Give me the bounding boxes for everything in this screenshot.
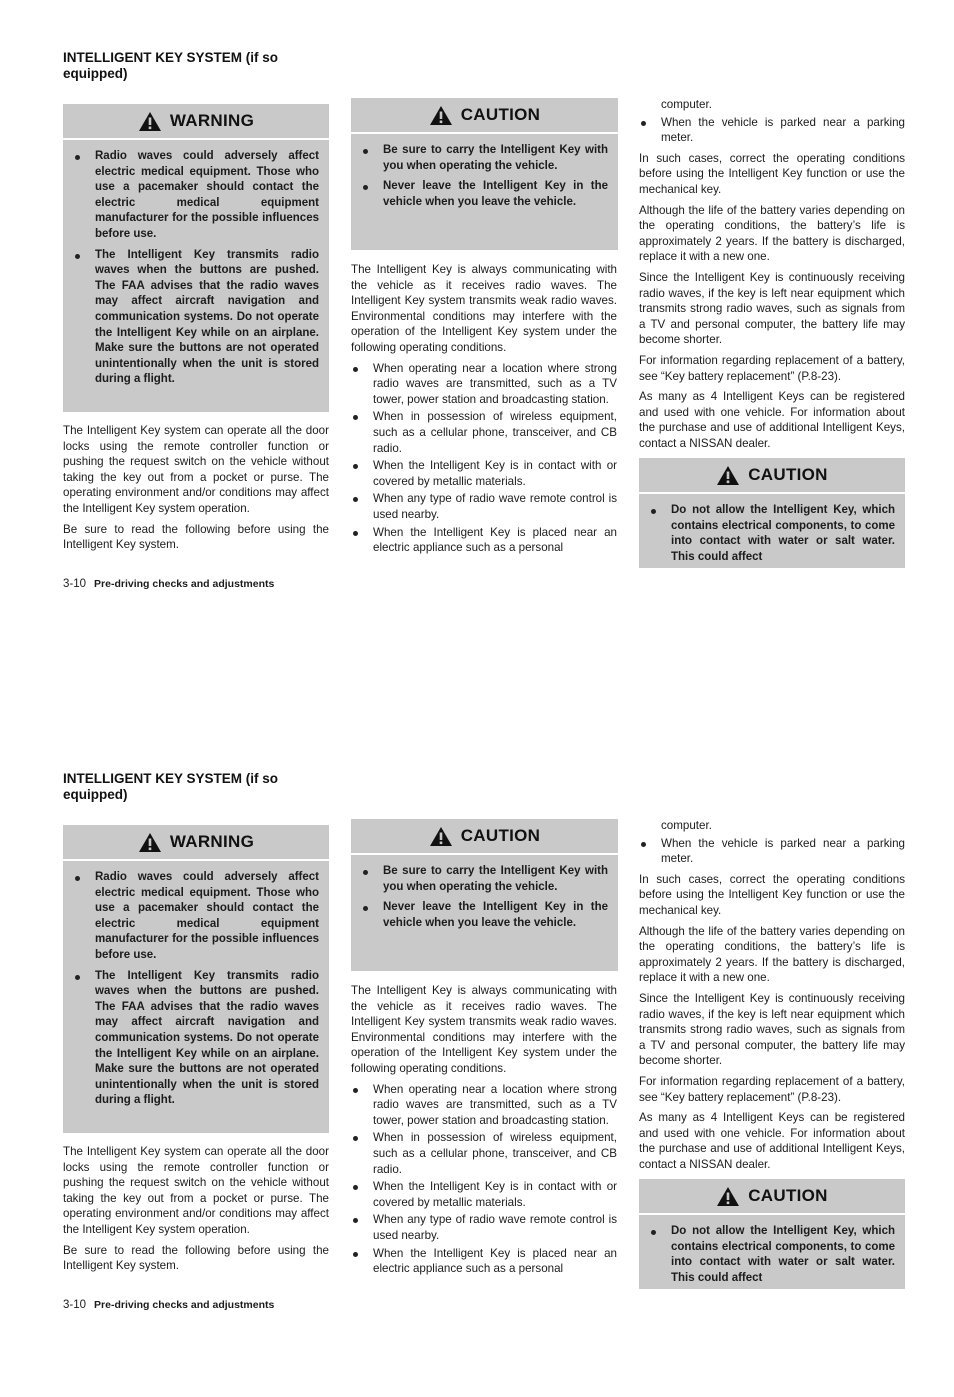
section-title: INTELLIGENT KEY SYSTEM (if so equipped): [63, 771, 279, 802]
page-bottom: [0, 721, 954, 1397]
body-paragraph: Be sure to read the following before using the Intelligent Key system.: [63, 522, 329, 552]
caution-electrical-list: [649, 503, 895, 565]
warning-header: [63, 104, 329, 140]
list-item: When operating near a location where strong radio waves are transmitted, such as a TV tower, power station and broadcasting station.: [351, 361, 617, 408]
caution-electrical-list: [649, 1224, 895, 1286]
list-item: When the vehicle is parked near a parking meter.: [639, 836, 905, 867]
caution-item: Be sure to carry the Intelligent Key with you when operating the vehicle.: [361, 143, 608, 174]
caution-electrical-header: [639, 1179, 905, 1215]
body-paragraph: The Intelligent Key system can operate all the door locks using the remote controller function or pushing the request switch on the vehicle without taking the key out from a pocket or purse. The operating environment and/or conditions may affect the Intelligent Key system operation.: [63, 1145, 329, 1236]
warning-list: [73, 870, 319, 1109]
caution-electrical-header: [639, 458, 905, 494]
footer-section-name: Pre-driving checks and adjustments: [94, 1299, 275, 1311]
column-3: [639, 97, 905, 456]
body-paragraph: The Intelligent Key is always communicating with the vehicle as it receives radio waves. The Intelligent Key system transmits weak radio waves. Environmental conditions may interfere with the operation of the Intelligent Key system under the following operating conditions.: [351, 263, 617, 354]
warning-triangle-icon: [138, 111, 162, 132]
warning-title: WARNING: [169, 111, 255, 130]
footer-section-name: Pre-driving checks and adjustments: [94, 578, 275, 590]
warning-title: WARNING: [169, 832, 255, 851]
list-item: When the Intelligent Key is in contact with or covered by metallic materials.: [351, 458, 617, 489]
caution-list: [361, 864, 608, 931]
body-paragraph: The Intelligent Key is always communicating with the vehicle as it receives radio waves. The Intelligent Key system transmits weak radio waves. Environmental conditions may interfere with the operation of the Intelligent Key system under the following operating conditions.: [351, 984, 617, 1075]
caution-box: [351, 98, 618, 250]
caution-item: Never leave the Intelligent Key in the vehicle when you leave the vehicle.: [361, 900, 608, 931]
caution-list: [361, 143, 608, 210]
list-item: When operating near a location where strong radio waves are transmitted, such as a TV tower, power station and broadcasting station.: [351, 1082, 617, 1129]
body-paragraph: Be sure to read the following before using the Intelligent Key system.: [63, 1243, 329, 1273]
list-item: When in possession of wireless equipment, such as a cellular phone, transceiver, and CB radio.: [351, 1130, 617, 1177]
continued-text: computer.: [661, 98, 712, 111]
caution-title: CAUTION: [460, 826, 541, 845]
caution-electrical-title: CAUTION: [748, 465, 828, 484]
list-item: When the Intelligent Key is placed near an electric appliance such as a personal: [351, 525, 617, 556]
body-paragraph: The Intelligent Key system can operate all the door locks using the remote controller function or pushing the request switch on the vehicle without taking the key out from a pocket or purse. The operating environment and/or conditions may affect the Intelligent Key system operation.: [63, 424, 329, 515]
body-paragraph: In such cases, correct the operating conditions before using the Intelligent Key function or use the mechanical key.: [639, 151, 905, 196]
body-paragraph: For information regarding replacement of a battery, see “Key battery replacement” (P.8-23).: [639, 1074, 905, 1104]
warning-item: Radio waves could adversely affect electric medical equipment. Those who use a pacemaker should contact the electric medical equipment manufacturer for the possible influences before use.: [73, 870, 319, 964]
caution-header: [351, 819, 618, 855]
body-paragraph: For information regarding replacement of a battery, see “Key battery replacement” (P.8-23).: [639, 353, 905, 383]
body-paragraph: Since the Intelligent Key is continuously receiving radio waves, if the key is left near equipment which transmits strong radio waves, such as signals from a TV and personal computer, the battery life may become shorter.: [639, 270, 905, 347]
list-item: When the vehicle is parked near a parking meter.: [639, 115, 905, 146]
column-2: [351, 983, 617, 1282]
section-title: INTELLIGENT KEY SYSTEM (if so equipped): [63, 50, 279, 81]
warning-header: [63, 825, 329, 861]
body-paragraph: As many as 4 Intelligent Keys can be registered and used with one vehicle. For information about the purchase and use of additional Intelligent Keys, contact a NISSAN dealer.: [639, 390, 905, 450]
page-top: [0, 0, 954, 676]
caution-item: Never leave the Intelligent Key in the vehicle when you leave the vehicle.: [361, 179, 608, 210]
continued-text: computer.: [661, 819, 712, 832]
warning-box: [63, 825, 329, 1133]
caution-title: CAUTION: [460, 105, 541, 124]
page-footer: [63, 576, 274, 592]
list-item: When in possession of wireless equipment, such as a cellular phone, transceiver, and CB radio.: [351, 409, 617, 456]
body-paragraph: Although the life of the battery varies depending on the operating conditions, the battery’s life is approximately 2 years. If the battery is discharged, replace it with a new one.: [639, 203, 905, 264]
list-item: When the Intelligent Key is in contact with or covered by metallic materials.: [351, 1179, 617, 1210]
page-number: 3-10: [63, 578, 87, 590]
conditions-list: [351, 1082, 617, 1277]
warning-triangle-icon: [138, 832, 162, 853]
caution-box: [351, 819, 618, 971]
caution-electrical-box: [639, 1179, 905, 1289]
body-paragraph: As many as 4 Intelligent Keys can be registered and used with one vehicle. For information about the purchase and use of additional Intelligent Keys, contact a NISSAN dealer.: [639, 1111, 905, 1171]
column-1: [63, 423, 329, 558]
warning-triangle-icon: [429, 826, 453, 847]
warning-triangle-icon: [716, 1186, 740, 1207]
page-footer: [63, 1297, 274, 1313]
list-item: When the Intelligent Key is placed near an electric appliance such as a personal: [351, 1246, 617, 1277]
caution-electrical-title: CAUTION: [748, 1186, 828, 1205]
caution-electrical-item: Do not allow the Intelligent Key, which contains electrical components, to come into contact with water or salt water. This could affect: [649, 503, 895, 565]
warning-item: Radio waves could adversely affect electric medical equipment. Those who use a pacemaker should contact the electric medical equipment manufacturer for the possible influences before use.: [73, 149, 319, 243]
list-item: When any type of radio wave remote control is used nearby.: [351, 491, 617, 522]
body-paragraph: Although the life of the battery varies depending on the operating conditions, the battery’s life is approximately 2 years. If the battery is discharged, replace it with a new one.: [639, 924, 905, 985]
caution-electrical-item: Do not allow the Intelligent Key, which contains electrical components, to come into contact with water or salt water. This could affect: [649, 1224, 895, 1286]
warning-triangle-icon: [716, 465, 740, 486]
column-3: [639, 818, 905, 1177]
conditions-list-continued: [639, 115, 905, 146]
conditions-list: [351, 361, 617, 556]
column-2: [351, 262, 617, 561]
conditions-list-continued: [639, 836, 905, 867]
column-1: [63, 1144, 329, 1279]
caution-electrical-box: [639, 458, 905, 568]
caution-item: Be sure to carry the Intelligent Key with you when operating the vehicle.: [361, 864, 608, 895]
warning-triangle-icon: [429, 105, 453, 126]
warning-item: The Intelligent Key transmits radio waves when the buttons are pushed. The FAA advises that the radio waves may affect aircraft navigation and communication systems. Do not operate the Intelligent Key while on an airplane. Make sure the buttons are not operated unintentionally when the unit is stored during a flight.: [73, 248, 319, 388]
warning-box: [63, 104, 329, 412]
caution-header: [351, 98, 618, 134]
list-item: When any type of radio wave remote control is used nearby.: [351, 1212, 617, 1243]
page-number: 3-10: [63, 1299, 87, 1311]
body-paragraph: Since the Intelligent Key is continuously receiving radio waves, if the key is left near equipment which transmits strong radio waves, such as signals from a TV and personal computer, the battery life may become shorter.: [639, 991, 905, 1068]
warning-item: The Intelligent Key transmits radio waves when the buttons are pushed. The FAA advises that the radio waves may affect aircraft navigation and communication systems. Do not operate the Intelligent Key while on an airplane. Make sure the buttons are not operated unintentionally when the unit is stored during a flight.: [73, 969, 319, 1109]
warning-list: [73, 149, 319, 388]
body-paragraph: In such cases, correct the operating conditions before using the Intelligent Key function or use the mechanical key.: [639, 872, 905, 917]
